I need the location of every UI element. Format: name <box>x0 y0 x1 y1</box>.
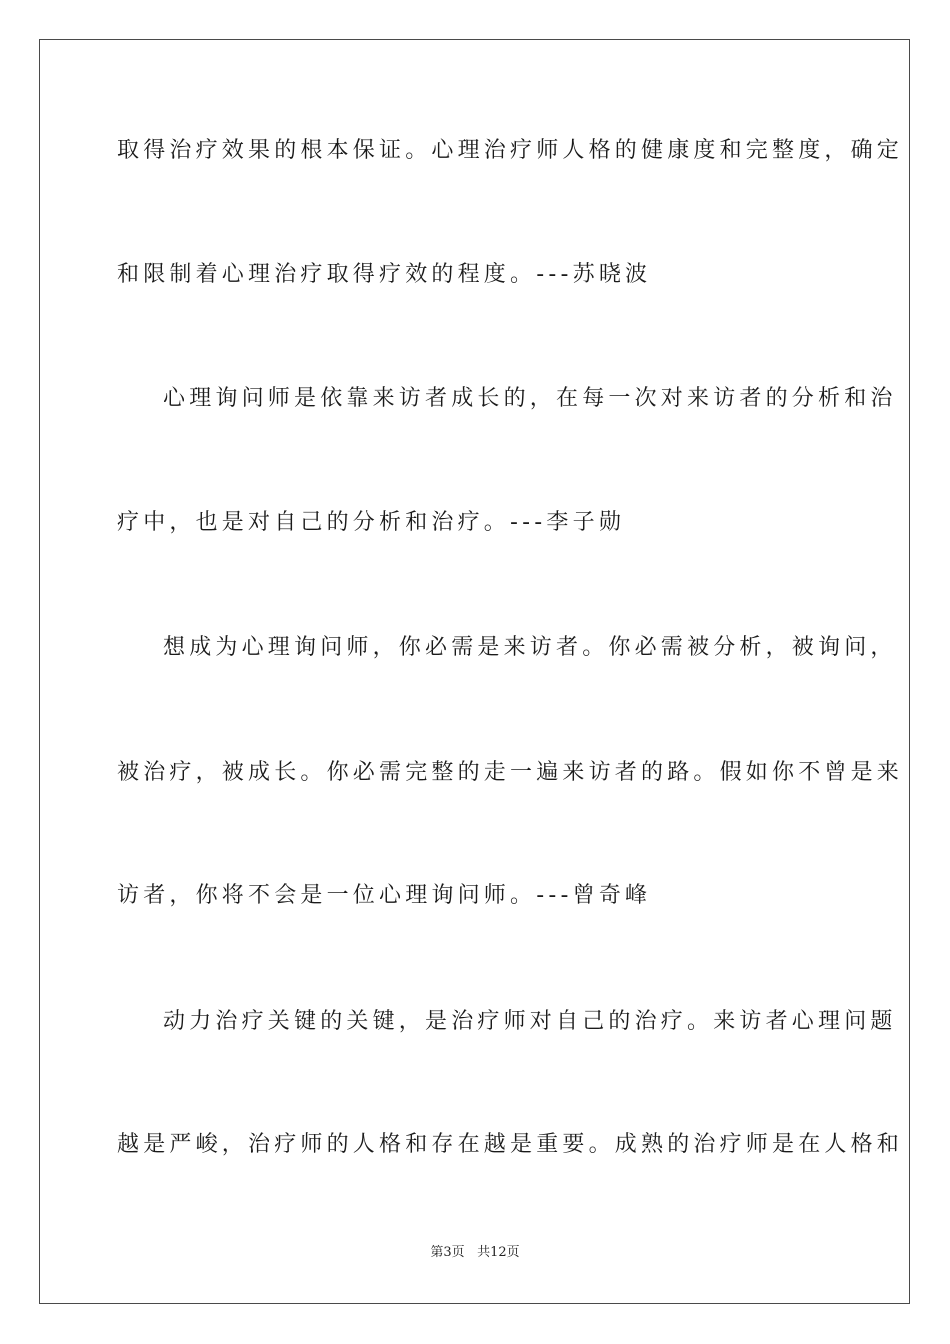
page-frame <box>39 39 910 1304</box>
text-line-6: 被治疗，被成长。你必需完整的走一遍来访者的路。假如你不曾是来 <box>117 760 904 785</box>
page-footer <box>0 1244 950 1262</box>
page-number: 第3页 <box>430 1245 465 1260</box>
text-line-7: 访者，你将不会是一位心理询问师。---曾奇峰 <box>117 883 652 908</box>
text-line-1: 取得治疗效果的根本保证。心理治疗师人格的健康度和完整度，确定 <box>117 138 904 163</box>
text-line-2: 和限制着心理治疗取得疗效的程度。---苏晓波 <box>117 262 652 287</box>
text-line-4: 疗中，也是对自己的分析和治疗。---李子勋 <box>117 510 626 535</box>
text-line-9: 越是严峻，治疗师的人格和存在越是重要。成熟的治疗师是在人格和 <box>117 1132 904 1157</box>
page-total: 共12页 <box>477 1245 520 1260</box>
text-line-5: 想成为心理询问师，你必需是来访者。你必需被分析，被询问， <box>163 635 897 660</box>
text-line-8: 动力治疗关键的关键，是治疗师对自己的治疗。来访者心理问题 <box>163 1009 897 1034</box>
text-line-3: 心理询问师是依靠来访者成长的，在每一次对来访者的分析和治 <box>163 386 897 411</box>
